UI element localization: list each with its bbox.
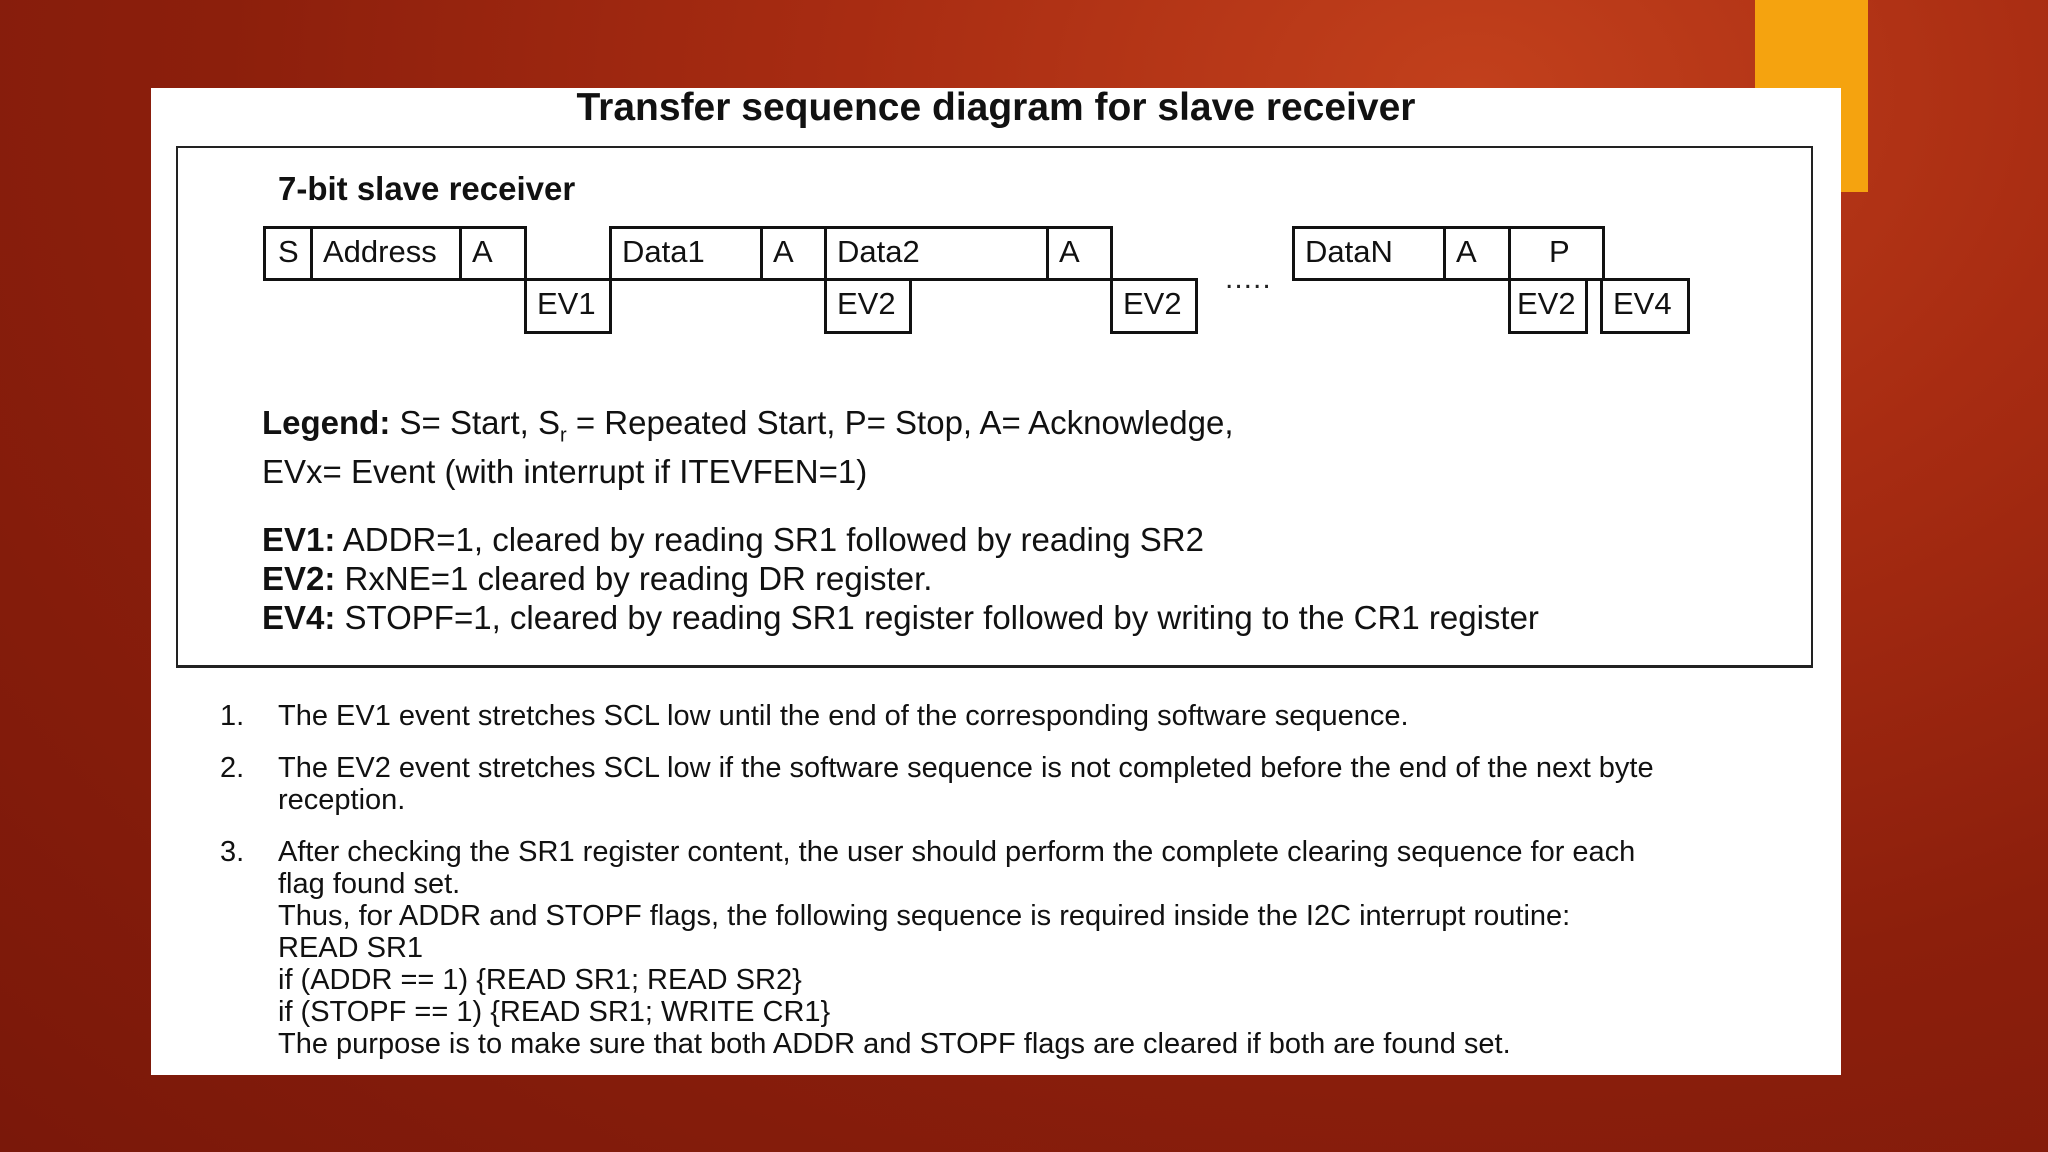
diagram-subtitle: 7-bit slave receiver (278, 170, 576, 207)
seq-box-datan: DataN (1292, 226, 1446, 281)
seq-box-data2: Data2 (824, 226, 1049, 281)
sequence-ellipsis: ..... (1225, 262, 1272, 295)
event-def-ev4 (262, 598, 1539, 637)
note-item (215, 700, 1815, 732)
note-line: After checking the SR1 register content, the user should perform the complete clearing sequence for each (278, 836, 1636, 868)
event-box-ev2: EV2 (1508, 278, 1588, 334)
note-number: 3. (220, 836, 245, 868)
seq-box-s: S (263, 226, 313, 281)
legend-text-b: = Repeated Start, P= Stop, A= Acknowledge, (566, 404, 1234, 441)
note-line: The EV2 event stretches SCL low if the software sequence is not completed before the end of the next byte (278, 752, 1654, 784)
legend (262, 405, 1234, 490)
legend-line-2: EVx= Event (with interrupt if ITEVFEN=1) (262, 452, 868, 490)
note-line: if (STOPF == 1) {READ SR1; WRITE CR1} (278, 996, 831, 1028)
event-def-label: EV4: (262, 599, 336, 636)
event-definitions (262, 520, 1539, 637)
slide-title: Transfer sequence diagram for slave receiver (576, 86, 1416, 129)
legend-label: Legend: (262, 404, 391, 441)
seq-box-stop: P (1508, 226, 1605, 281)
note-line: Thus, for ADDR and STOPF flags, the following sequence is required inside the I2C interrupt routine: (278, 900, 1571, 932)
event-box-ev2: EV2 (824, 278, 912, 334)
legend-subscript: r (560, 424, 567, 447)
event-def-text: RxNE=1 cleared by reading DR register. (335, 560, 933, 597)
event-box-ev2: EV2 (1110, 278, 1198, 334)
note-number: 1. (220, 700, 245, 732)
seq-box-ack: A (760, 226, 827, 281)
legend-text-a: S= Start, S (390, 404, 560, 441)
seq-box-ack: A (459, 226, 527, 281)
event-box-ev4: EV4 (1600, 278, 1690, 334)
note-line: READ SR1 (278, 932, 424, 964)
seq-box-ack: A (1443, 226, 1511, 281)
note-item (215, 836, 1815, 1060)
note-line: reception. (278, 784, 406, 816)
seq-box-data1: Data1 (609, 226, 763, 281)
event-box-ev1: EV1 (524, 278, 612, 334)
seq-box-ack: A (1046, 226, 1113, 281)
legend-line-1 (262, 405, 1234, 454)
seq-box-address: Address (310, 226, 462, 281)
event-def-label: EV1: (262, 521, 336, 558)
note-line: flag found set. (278, 868, 461, 900)
note-item (215, 752, 1815, 816)
event-def-text: STOPF=1, cleared by reading SR1 register followed by writing to the CR1 register (335, 599, 1539, 636)
note-line: if (ADDR == 1) {READ SR1; READ SR2} (278, 964, 802, 996)
note-line: The purpose is to make sure that both ADDR and STOPF flags are cleared if both are found set. (278, 1028, 1511, 1060)
note-line: The EV1 event stretches SCL low until the end of the corresponding software sequence. (278, 700, 1409, 732)
note-number: 2. (220, 752, 245, 784)
event-def-ev1 (262, 520, 1539, 559)
event-def-label: EV2: (262, 560, 336, 597)
notes-list (215, 700, 1815, 1080)
event-def-text: ADDR=1, cleared by reading SR1 followed by reading SR2 (335, 521, 1204, 558)
event-def-ev2 (262, 559, 1539, 598)
